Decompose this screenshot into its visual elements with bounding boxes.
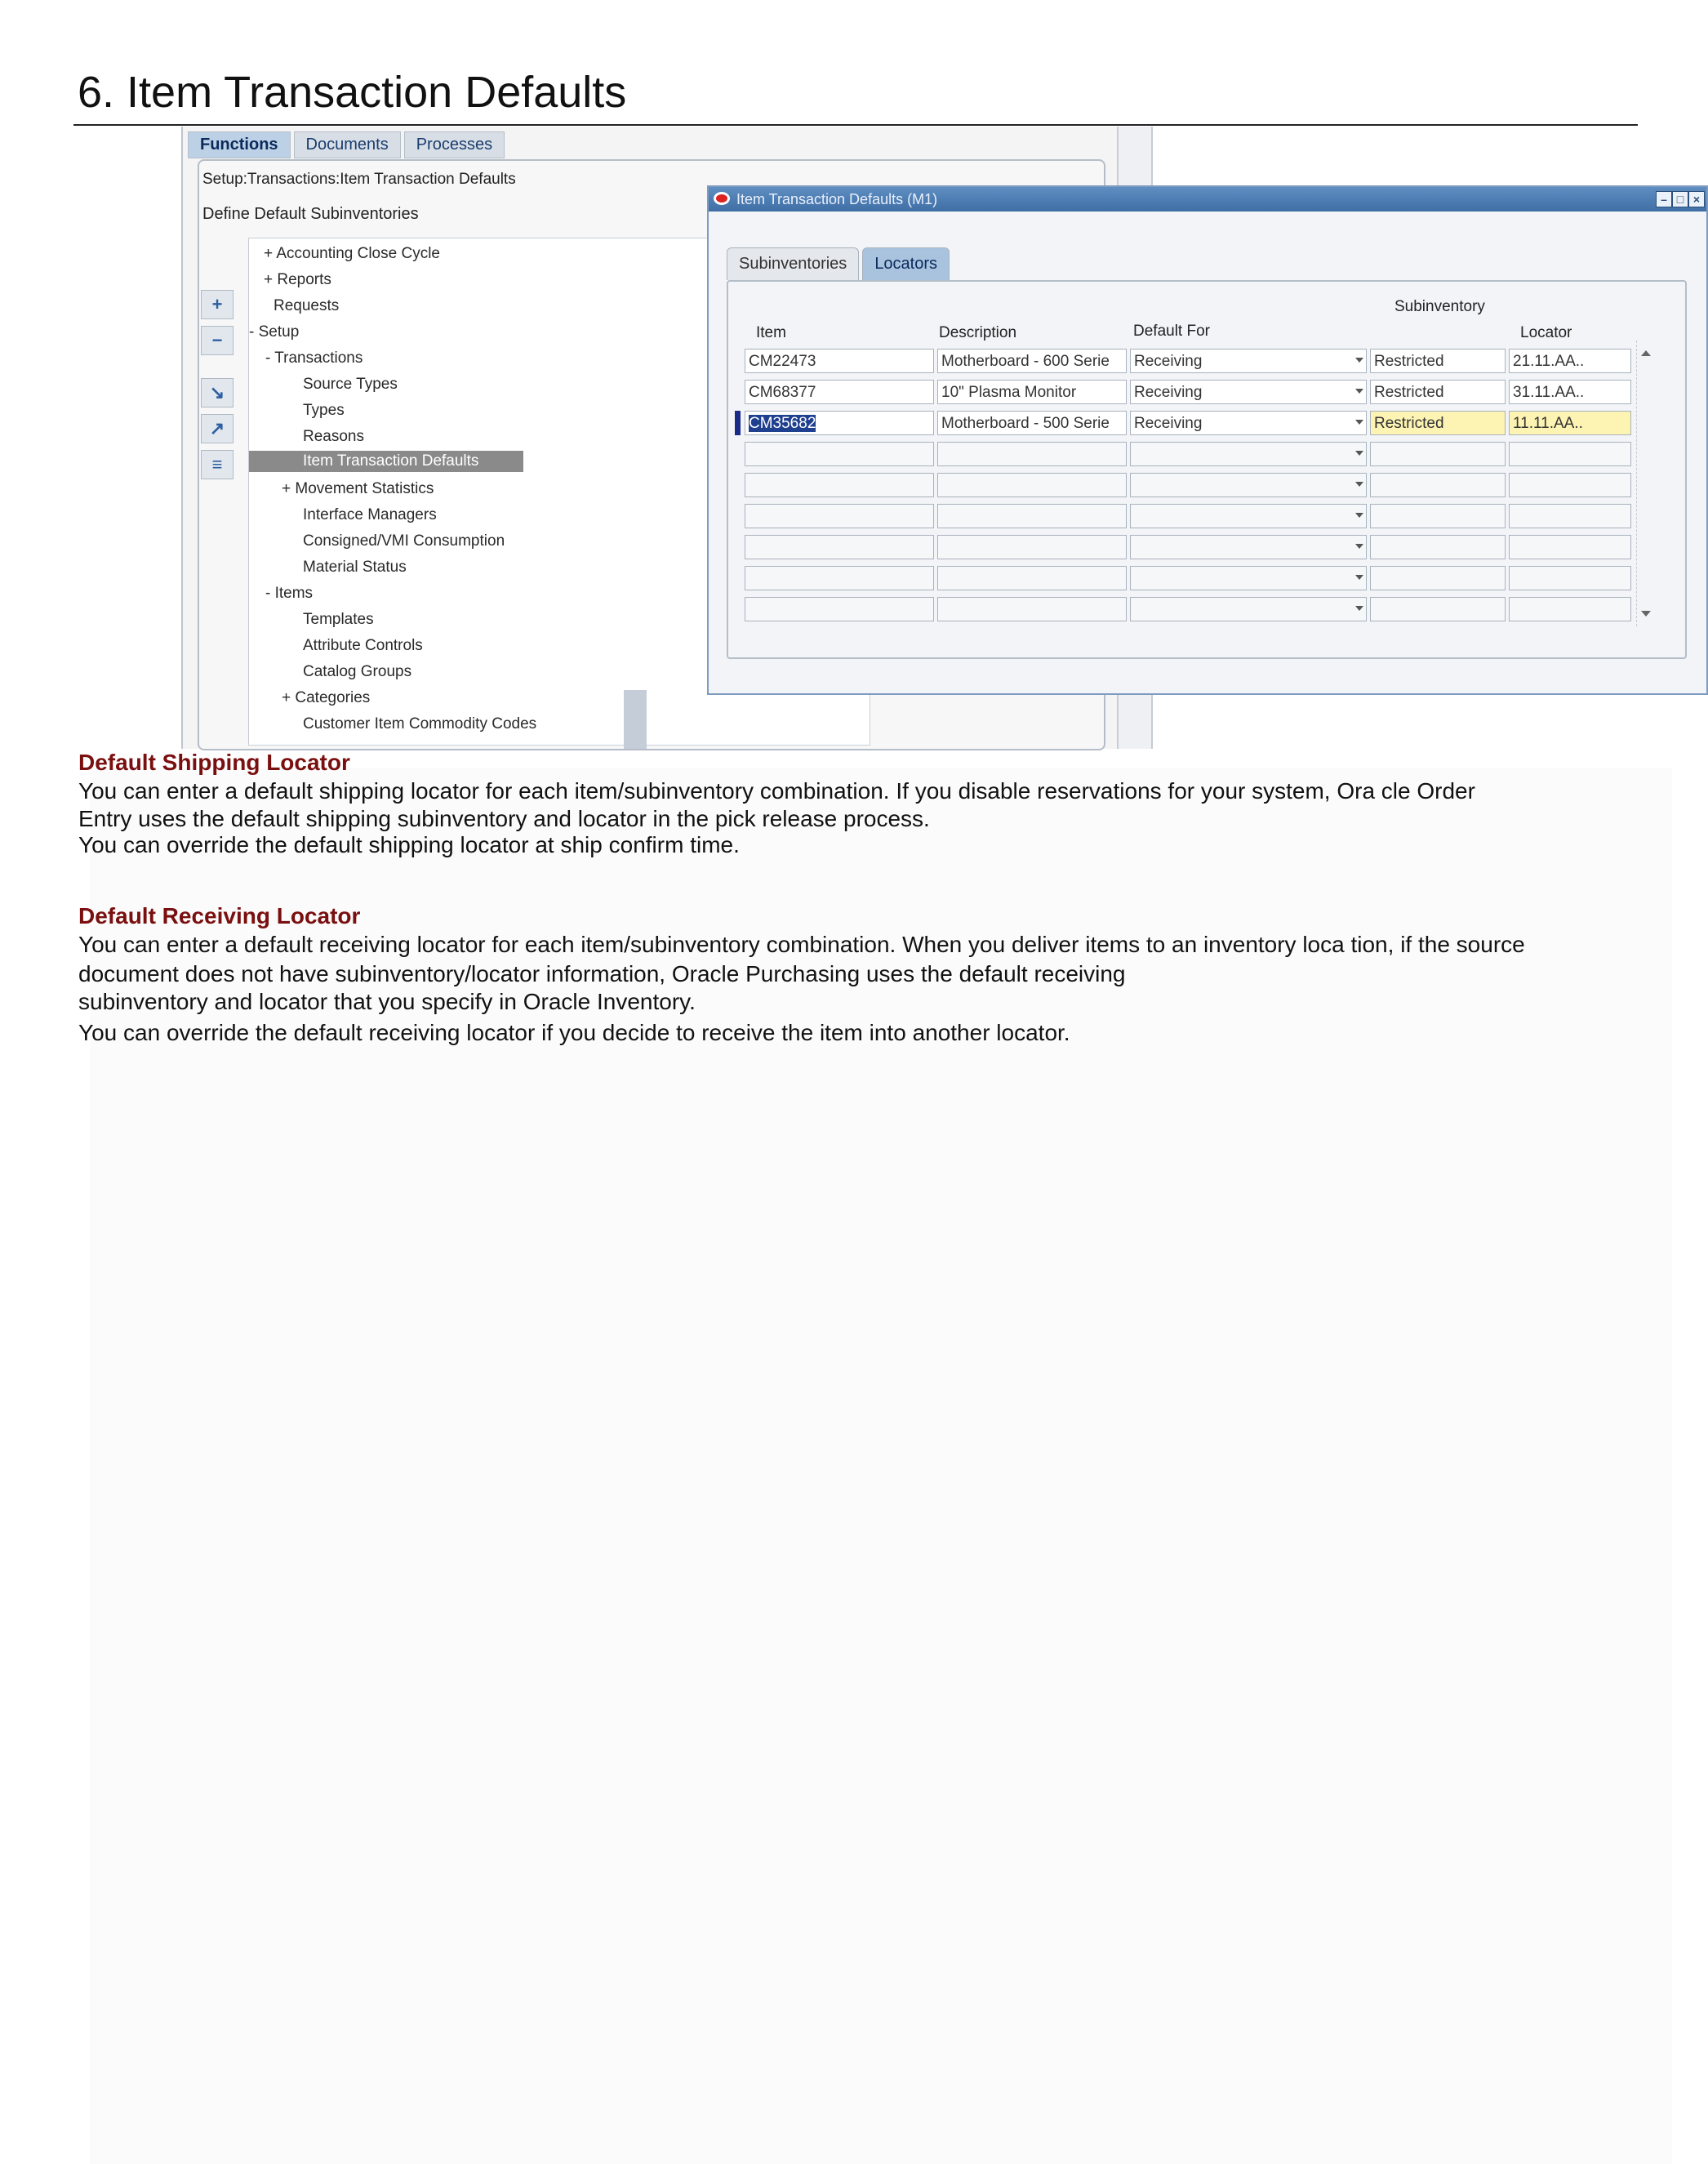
item-column-header: Item xyxy=(756,324,786,341)
default-for-select[interactable] xyxy=(1130,349,1367,373)
chevron-down-icon xyxy=(1355,420,1363,425)
description-field[interactable]: Motherboard - 600 Serie xyxy=(937,349,1127,373)
tree-item[interactable]: + Accounting Close Cycle xyxy=(264,245,440,262)
window-tabs xyxy=(727,247,950,280)
paragraph-line: subinventory and locator that you specify in Oracle Inventory. xyxy=(78,989,696,1014)
collapse-icon[interactable]: − xyxy=(201,326,234,355)
subinventory-group-header: Subinventory xyxy=(1394,298,1485,315)
window-title: Item Transaction Defaults (M1) xyxy=(736,191,938,207)
tree-item[interactable]: - Transactions xyxy=(265,350,363,367)
locator-field[interactable]: 21.11.AA.. xyxy=(1509,349,1631,373)
maximize-icon[interactable]: □ xyxy=(1672,191,1688,207)
expand-icon[interactable]: + xyxy=(201,290,234,319)
oracle-screenshot xyxy=(181,127,1701,749)
subinventory-field[interactable]: Restricted xyxy=(1370,380,1506,404)
paragraph-line: You can override the default receiving locator if you decide to receive the item into another locator. xyxy=(78,1020,1070,1045)
chevron-down-icon xyxy=(1355,544,1363,549)
description-field[interactable] xyxy=(937,504,1127,528)
tree-item-selected[interactable]: Item Transaction Defaults xyxy=(249,451,523,472)
grid-scrollbar[interactable] xyxy=(1636,341,1655,626)
chevron-down-icon xyxy=(1355,575,1363,580)
item-field[interactable]: CM68377 xyxy=(745,380,934,404)
chevron-down-icon xyxy=(1355,513,1363,518)
current-record-indicator xyxy=(735,411,741,435)
default-for-select[interactable] xyxy=(1130,566,1367,590)
description-field[interactable]: Motherboard - 500 Serie xyxy=(937,411,1127,435)
tab-documents[interactable]: Documents xyxy=(294,131,401,158)
tree-scrollbar-thumb[interactable] xyxy=(624,690,647,749)
subinventory-field[interactable]: Restricted xyxy=(1370,349,1506,373)
navigator-toolbar xyxy=(201,290,237,486)
tree-item[interactable]: Templates xyxy=(303,611,374,628)
description-field[interactable] xyxy=(937,566,1127,590)
tree-item[interactable]: + Categories xyxy=(282,689,371,706)
default-for-select[interactable] xyxy=(1130,473,1367,497)
section-heading: Default Receiving Locator xyxy=(78,903,361,928)
locator-field[interactable]: 31.11.AA.. xyxy=(1509,380,1631,404)
tree-item[interactable]: Material Status xyxy=(303,559,407,576)
tree-item[interactable]: Customer Item Commodity Codes xyxy=(303,715,537,732)
default-for-column-header: Default For xyxy=(1133,323,1210,340)
paragraph-line: document does not have subinventory/locator information, Oracle Purchasing uses the default receiving xyxy=(78,961,1126,986)
paragraph-line: You can enter a default shipping locator for each item/subinventory combination. If you disable reservations for your system, Ora cle Order xyxy=(78,778,1475,804)
close-icon[interactable]: × xyxy=(1688,191,1705,207)
item-field[interactable] xyxy=(745,411,934,435)
tree-item[interactable]: Reasons xyxy=(303,428,364,445)
item-field[interactable] xyxy=(745,597,934,621)
tree-item[interactable]: - Items xyxy=(265,585,314,602)
description-field[interactable] xyxy=(937,473,1127,497)
subinventory-field[interactable] xyxy=(1370,535,1506,559)
chevron-down-icon xyxy=(1355,451,1363,456)
default-for-select[interactable] xyxy=(1130,535,1367,559)
locator-field[interactable] xyxy=(1509,442,1631,466)
chevron-down-icon xyxy=(1355,606,1363,611)
chevron-down-icon xyxy=(1355,389,1363,394)
subinventory-field[interactable] xyxy=(1370,597,1506,621)
chevron-down-icon xyxy=(1355,482,1363,487)
tree-item[interactable]: + Movement Statistics xyxy=(282,480,434,497)
locator-field[interactable] xyxy=(1509,597,1631,621)
subinventory-field[interactable] xyxy=(1370,566,1506,590)
default-for-select[interactable] xyxy=(1130,442,1367,466)
default-for-value: Receiving xyxy=(1134,415,1203,432)
item-field[interactable] xyxy=(745,535,934,559)
default-for-value: Receiving xyxy=(1134,353,1203,370)
tab-locators[interactable]: Locators xyxy=(862,247,950,280)
description-field[interactable] xyxy=(937,535,1127,559)
description-field[interactable]: 10" Plasma Monitor xyxy=(937,380,1127,404)
title-divider xyxy=(73,124,1638,126)
paragraph-line: You can override the default shipping locator at ship confirm time. xyxy=(78,832,740,857)
minimize-icon[interactable]: – xyxy=(1656,191,1672,207)
paragraph-line: Entry uses the default shipping subinventory and locator in the pick release process. xyxy=(78,806,930,831)
default-for-select[interactable] xyxy=(1130,504,1367,528)
tab-subinventories[interactable]: Subinventories xyxy=(727,247,859,280)
window-titlebar xyxy=(709,187,1706,212)
chevron-down-icon xyxy=(1355,358,1363,363)
subinventory-field[interactable]: Restricted xyxy=(1370,411,1506,435)
default-for-select[interactable] xyxy=(1130,597,1367,621)
navigator-tabs xyxy=(188,131,505,158)
subinventory-field[interactable] xyxy=(1370,504,1506,528)
item-field[interactable]: CM22473 xyxy=(745,349,934,373)
breadcrumb: Setup:Transactions:Item Transaction Defaults xyxy=(202,171,516,188)
item-field[interactable] xyxy=(745,566,934,590)
locator-field[interactable]: 11.11.AA.. xyxy=(1509,411,1631,435)
subinventory-field[interactable] xyxy=(1370,442,1506,466)
scroll-down-icon[interactable] xyxy=(1641,611,1651,617)
expand-branch-icon[interactable]: ↘ xyxy=(201,378,234,407)
locator-column-header: Locator xyxy=(1520,324,1572,341)
description-field[interactable] xyxy=(937,597,1127,621)
oracle-logo-icon xyxy=(714,192,730,205)
item-field[interactable] xyxy=(745,473,934,497)
item-value-selected: CM35682 xyxy=(749,415,816,432)
tree-item[interactable]: - Setup xyxy=(249,323,300,341)
collapse-all-icon[interactable]: ≡ xyxy=(201,450,234,479)
default-for-select[interactable] xyxy=(1130,380,1367,404)
tree-item[interactable]: Interface Managers xyxy=(303,506,437,523)
locators-grid xyxy=(727,280,1687,659)
tree-item[interactable]: + Reports xyxy=(264,271,331,288)
navigator-subtitle: Define Default Subinventories xyxy=(202,205,419,223)
subinventory-field[interactable] xyxy=(1370,473,1506,497)
section-heading: Default Shipping Locator xyxy=(78,750,350,775)
tab-processes[interactable]: Processes xyxy=(404,131,505,158)
locator-field[interactable] xyxy=(1509,566,1631,590)
tree-item[interactable]: Attribute Controls xyxy=(303,637,423,654)
scroll-up-icon[interactable] xyxy=(1641,350,1651,356)
locator-field[interactable] xyxy=(1509,535,1631,559)
description-field[interactable] xyxy=(937,442,1127,466)
description-column-header: Description xyxy=(939,324,1017,341)
paragraph-line: You can enter a default receiving locator for each item/subinventory combination. When you deliver items to an inventory loca tion, if the source xyxy=(78,932,1525,957)
tab-functions[interactable]: Functions xyxy=(188,131,291,158)
page-title: 6. Item Transaction Defaults xyxy=(78,68,627,117)
default-for-value: Receiving xyxy=(1134,384,1203,401)
tree-item[interactable]: Requests xyxy=(274,297,340,314)
tree-item[interactable]: Consigned/VMI Consumption xyxy=(303,532,505,550)
tree-item[interactable]: Source Types xyxy=(303,376,398,393)
item-field[interactable] xyxy=(745,442,934,466)
expand-all-icon[interactable]: ↗ xyxy=(201,414,234,443)
tree-item[interactable]: Catalog Groups xyxy=(303,663,412,680)
locator-field[interactable] xyxy=(1509,504,1631,528)
item-transaction-defaults-window xyxy=(707,185,1708,695)
locator-field[interactable] xyxy=(1509,473,1631,497)
tree-item[interactable]: Types xyxy=(303,402,345,419)
default-for-select[interactable] xyxy=(1130,411,1367,435)
item-field[interactable] xyxy=(745,504,934,528)
